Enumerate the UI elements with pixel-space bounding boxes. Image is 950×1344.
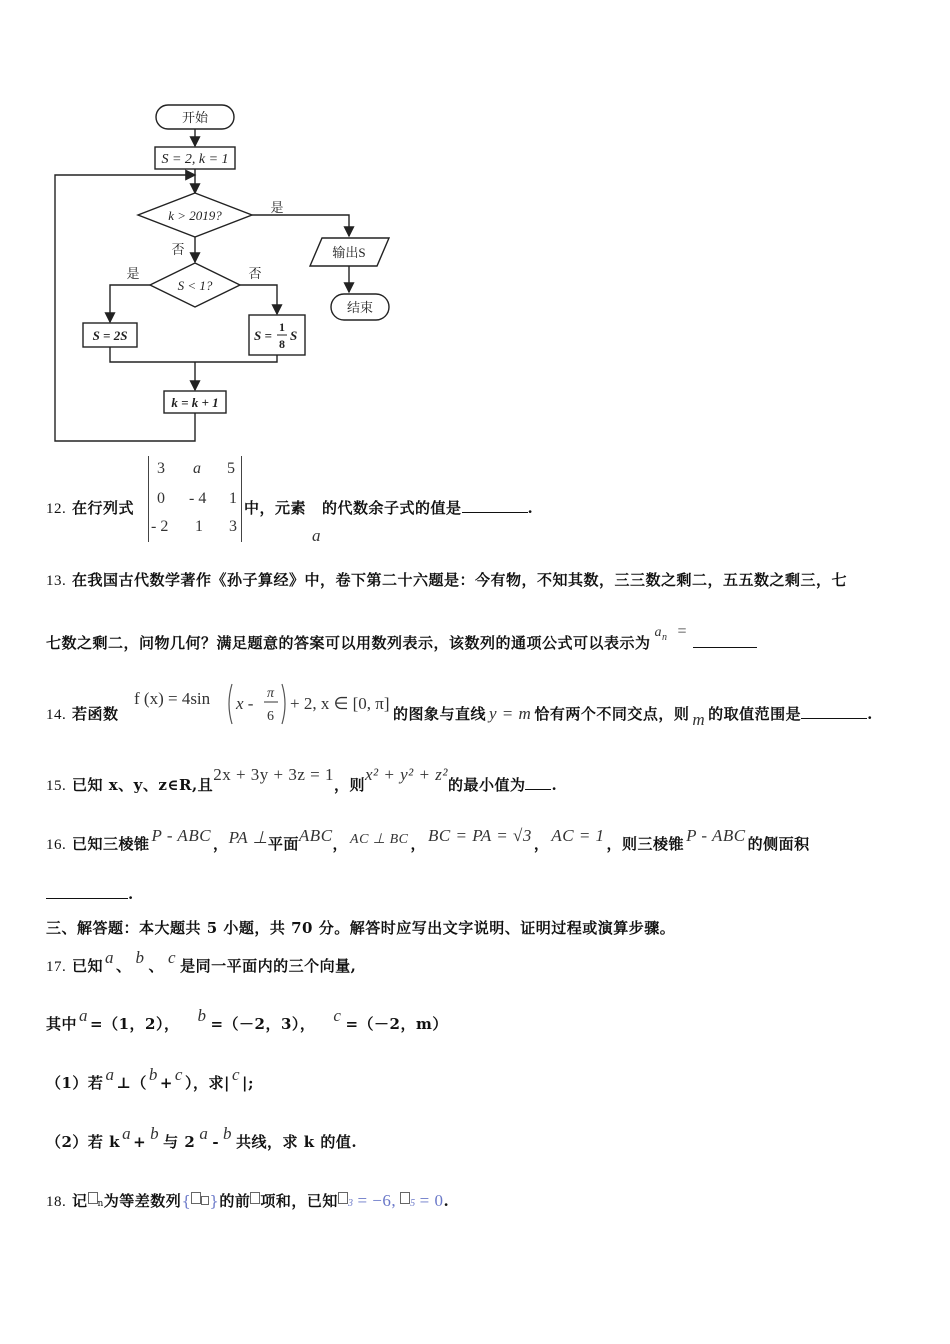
box-right-var: S [290,328,298,343]
q17-part2: （2）若 k a + b 与 2 a - b 共线，求 k 的值. [46,1124,358,1151]
q13-line1: 13. 在我国古代数学著作《孙子算经》中，卷下第二十六题是：今有物，不知其数，三三数之剩二，五五数之剩三，七 [46,571,847,589]
svg-text:x -: x - [236,694,254,713]
q12-determinant [148,456,242,542]
q18: 18. 记 n为等差数列{ }的前 项和，已知 3 = −6, 5 = 0. [46,1191,450,1210]
q12-number: 12. [46,501,67,517]
det-cell: 3 [157,460,165,477]
q14: 14. 若函数 [46,705,119,723]
yes1-label: 是 [270,200,284,215]
q14-answer-blank[interactable] [801,704,867,719]
det-cell: 3 [229,518,237,535]
end-label: 结束 [346,300,374,315]
output-label: 输出S [332,245,366,260]
q17-part1: （1）若 a ⊥（ b + c ），求| c |; [46,1065,254,1092]
q15-answer-blank[interactable] [525,775,551,790]
q15: 15. 已知 x、y、z∈R,且2x + 3y + 3z = 1，则x² + y² + z²的最小值为 . [46,765,558,794]
box-right-prefix: S = [254,328,272,343]
q14-function: f (x) = 4sin [134,689,211,708]
det-cell: - 2 [151,518,169,535]
q12-prefix: 在行列式 [71,499,134,517]
q13-answer-blank[interactable] [693,633,757,648]
increment-label: k = k + 1 [171,395,219,410]
svg-text:6: 6 [267,709,274,724]
q14-rest: 的图象与直线 y = m 恰有两个不同交点，则 m 的取值范围是 . [393,704,873,729]
no1-label: 否 [171,242,185,257]
missing-glyph-icon [191,1192,201,1204]
missing-glyph-icon [88,1192,98,1204]
svg-text:+ 2, x ∈ [0, π]: + 2, x ∈ [0, π] [290,694,390,713]
q14-paren [224,680,394,728]
missing-glyph-icon [338,1192,348,1204]
det-cell: - 4 [189,490,207,507]
q17: 17. 已知 a 、 b 、 c 是同一平面内的三个向量, [46,948,357,975]
box-left-label: S = 2S [92,328,128,343]
det-cell: a [193,460,201,477]
q12 [46,497,134,518]
q17-where: 其中 a =（1，2）， b =（－2，3）， c =（－2，m） [46,1006,448,1033]
q13-line2: 七数之剩二，问物几何？满足题意的答案可以用数列表示，该数列的通项公式可以表示为$a^n$ = [46,632,757,653]
no2-label: 否 [248,266,262,281]
missing-glyph-icon [250,1192,260,1204]
start-label: 开始 [181,110,209,125]
q12-answer-blank[interactable] [462,498,528,513]
q16: 16. 已知三棱锥 P - ABC ，PA ⊥平面ABC， AC ⊥ BC ， BC = PA = √3 ， AC = 1 ，则三棱锥 P - ABC 的侧面积 [46,826,810,853]
box-right-den: 8 [279,337,285,351]
q12-suffix: 的代数余子式的值是 [322,499,462,517]
q12-middle: 中，元素 [244,499,307,517]
det-cell: 1 [229,490,237,507]
q16-line2: . [46,884,134,903]
q12-rest: 中，元素 的代数余子式的值是 . [244,499,534,517]
flowchart [0,0,420,450]
yes2-label: 是 [126,266,140,281]
cond2-label: S < 1? [177,278,213,293]
cond1-label: k > 2019? [168,208,222,223]
det-cell: 5 [227,460,235,477]
q16-answer-blank[interactable] [46,884,128,899]
q12-element: a [312,526,321,545]
init-label: S = 2, k = 1 [161,152,229,167]
svg-text:π: π [267,686,275,701]
det-cell: 0 [157,490,165,507]
section-3-heading: 三、解答题：本大题共 5 小题，共 70 分。解答时应写出文字说明、证明过程或演算步骤。 [46,919,676,937]
det-cell: 1 [195,518,203,535]
missing-glyph-icon [400,1192,410,1204]
box-right-num: 1 [279,320,285,334]
